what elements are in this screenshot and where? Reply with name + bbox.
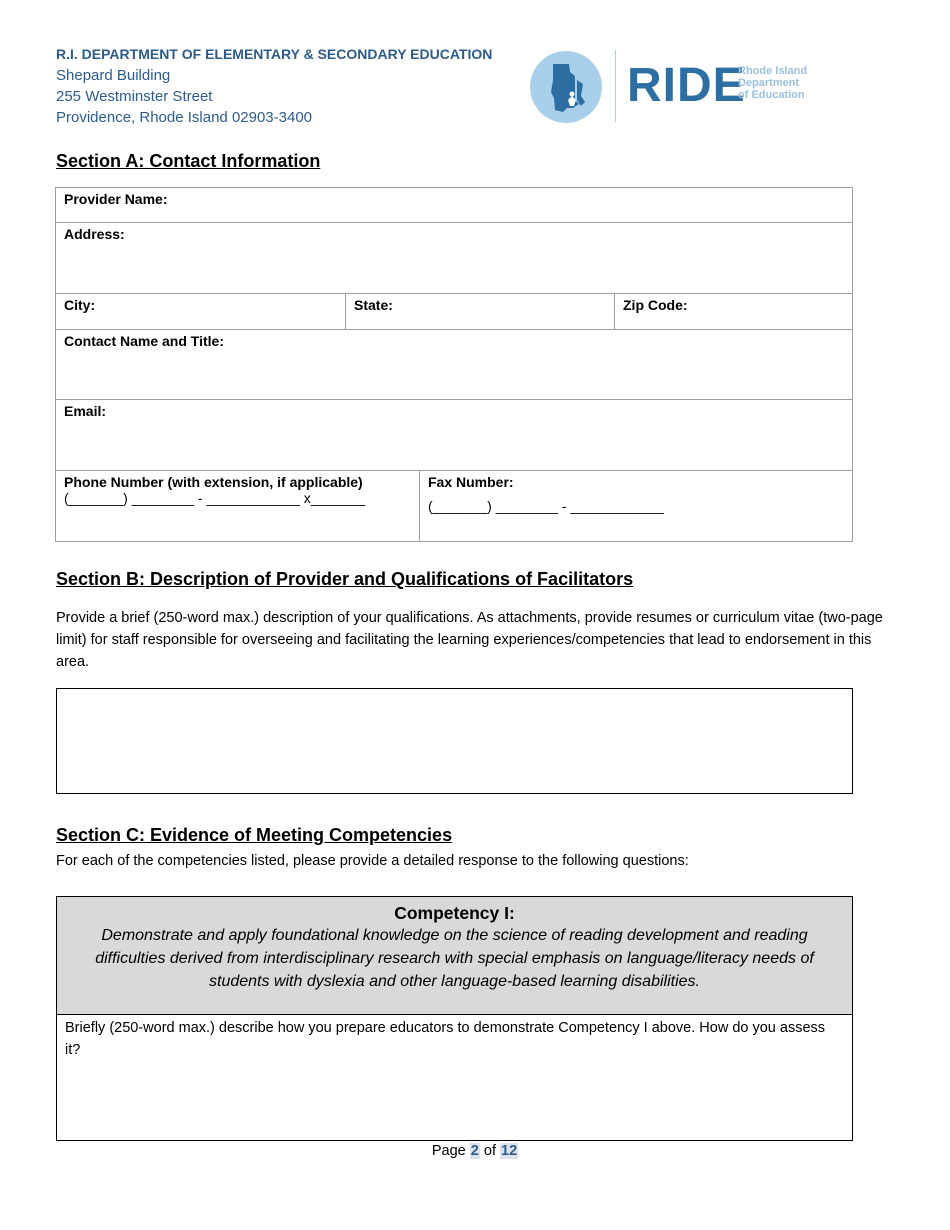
city-label: City: xyxy=(64,297,96,313)
zip-code-field[interactable] xyxy=(615,294,853,330)
page-label: Page xyxy=(431,1143,466,1159)
logo-sub-line-2: Department xyxy=(738,77,800,89)
fax-number-blank: (_______) ________ - ____________ xyxy=(428,498,664,514)
competency-i-response-area[interactable] xyxy=(57,1015,852,1063)
contact-name-field[interactable] xyxy=(56,330,853,400)
phone-number-field[interactable] xyxy=(56,471,420,542)
page-footer xyxy=(0,1143,950,1159)
page-number: 2 xyxy=(470,1143,479,1159)
email-field[interactable] xyxy=(56,400,853,471)
phone-number-label: Phone Number (with extension, if applicable) xyxy=(64,474,363,490)
logo-divider xyxy=(615,50,616,122)
qualifications-response-box[interactable] xyxy=(56,688,853,794)
competency-i-question: Briefly (250-word max.) describe how you prepare educators to demonstrate Competency I above. How do you assess it? xyxy=(65,1020,826,1058)
provider-name-label: Provider Name: xyxy=(64,191,168,207)
org-name: R.I. DEPARTMENT OF ELEMENTARY & SECONDARY EDUCATION xyxy=(56,46,493,62)
letterhead-address xyxy=(56,44,516,128)
competency-i-box xyxy=(56,896,853,1141)
section-c-title: Section C: Evidence of Meeting Competencies xyxy=(56,825,453,845)
section-b-instructions: Provide a brief (250-word max.) description of your qualifications. As attachments, provide resumes or curriculum vitae (two-page limit) for staff responsible for overseeing and facilitating the learning experiences/competencies that lead to endorsement in this area. xyxy=(56,610,883,670)
logo-subtitle xyxy=(738,65,838,101)
city-address: Providence, Rhode Island 02903-3400 xyxy=(56,109,313,126)
address-label: Address: xyxy=(64,226,125,242)
phone-number-blank: (_______) ________ - ____________ x_______ xyxy=(64,490,366,506)
city-field[interactable] xyxy=(56,294,346,330)
zip-code-label: Zip Code: xyxy=(623,297,688,313)
logo-sub-line-1: Rhode Island xyxy=(738,65,808,77)
page-total: 12 xyxy=(501,1143,518,1159)
contact-name-label: Contact Name and Title: xyxy=(64,333,224,349)
contact-info-table xyxy=(55,187,853,542)
provider-name-field[interactable] xyxy=(56,188,853,223)
section-b-title: Section B: Description of Provider and Qualifications of Facilitators xyxy=(56,569,634,589)
logo-sub-line-3: of Education xyxy=(738,89,805,101)
state-label: State: xyxy=(354,297,393,313)
fax-number-field[interactable] xyxy=(420,471,853,542)
rhode-island-map-icon xyxy=(529,50,603,124)
section-c-intro: For each of the competencies listed, please provide a detailed response to the following questions: xyxy=(56,853,689,869)
ride-logo xyxy=(529,50,829,126)
state-field[interactable] xyxy=(346,294,615,330)
building-name: Shepard Building xyxy=(56,67,171,84)
address-field[interactable] xyxy=(56,223,853,294)
competency-i-description: Demonstrate and apply foundational knowledge on the science of reading development and reading difficulties derived from interdisciplinary research with special emphasis on language/literacy needs of students with dyslexia and other language-based learning disabilities. xyxy=(95,927,814,990)
page-of-label: of xyxy=(483,1143,496,1159)
fax-number-label: Fax Number: xyxy=(428,474,514,490)
logo-wordmark: RIDE xyxy=(627,59,746,112)
competency-i-title: Competency I: xyxy=(394,903,515,923)
section-a-title: Section A: Contact Information xyxy=(56,151,321,171)
email-label: Email: xyxy=(64,403,107,419)
competency-i-header xyxy=(57,897,852,1015)
street-address: 255 Westminster Street xyxy=(56,88,213,105)
